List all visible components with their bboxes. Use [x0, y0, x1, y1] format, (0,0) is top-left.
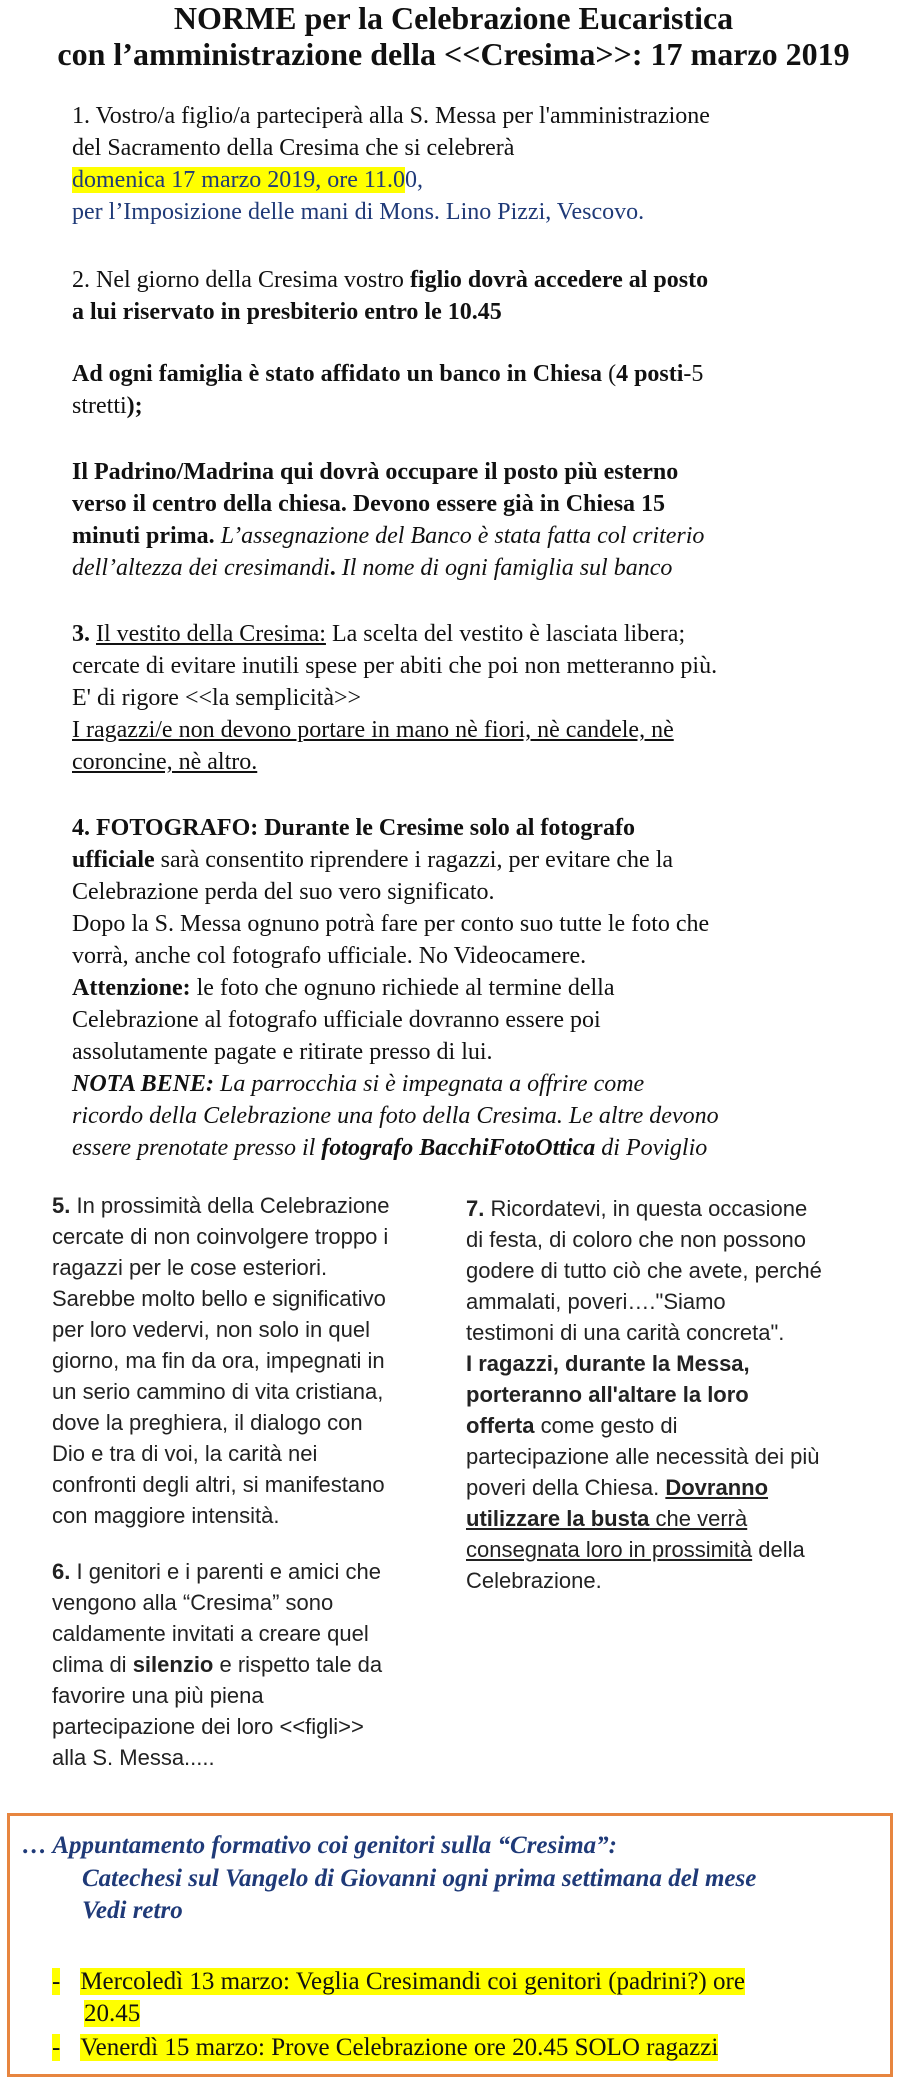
paragraph-2 [72, 264, 872, 328]
p7-line12: consegnata loro in prossimità della [466, 1537, 805, 1562]
p6-line5: favorire una più piena [52, 1683, 264, 1708]
p4-line9: NOTA BENE: La parrocchia si è impegnata a offrire come [72, 1071, 645, 1097]
banco-line2: stretti); [72, 393, 143, 419]
appointment-item: - Mercoledì 13 marzo: Veglia Cresimandi coi genitori (padrini?) ore 20.45 [52, 1968, 745, 2027]
p5-line7: un serio cammino di vita cristiana, [52, 1379, 384, 1404]
p6-line4: clima di silenzio e rispetto tale da [52, 1652, 383, 1677]
p6-line2: vengono alla “Cresima” sono [52, 1590, 334, 1615]
padrino-line1: Il Padrino/Madrina qui dovrà occupare il posto più esterno [72, 459, 679, 485]
p7-line4: ammalati, poveri…."Siamo [466, 1289, 726, 1314]
appointment-box [7, 1813, 893, 2077]
spacer [52, 1531, 452, 1556]
p3-line1: 3. Il vestito della Cresima: La scelta del vestito è lasciata libera; [72, 621, 686, 647]
p1-line1: 1. Vostro/a figlio/a parteciperà alla S. Messa per l'amministrazione [72, 103, 710, 129]
p6-line3: caldamente invitati a creare quel [52, 1621, 369, 1646]
p3-line5: coroncine, nè altro. [72, 749, 258, 775]
p5-line3: ragazzi per le cose esteriori. [52, 1255, 328, 1280]
p7-line1: 7. Ricordatevi, in questa occasione [466, 1196, 808, 1221]
p5-line2: cercate di non coinvolgere troppo i [52, 1224, 389, 1249]
p5-line8: dove la preghiera, il dialogo con [52, 1410, 363, 1435]
p7-line10: poveri della Chiesa. Dovranno [466, 1475, 769, 1500]
paragraph-1 [72, 100, 872, 228]
p3-line4: I ragazzi/e non devono portare in mano nè fiori, nè candele, nè [72, 717, 674, 743]
p4-line10: ricordo della Celebrazione una foto della Cresima. Le altre devono [72, 1103, 719, 1129]
p7-line11: utilizzare la busta che verrà [466, 1506, 748, 1531]
paragraph-4 [72, 812, 872, 1164]
page-subtitle: con l’amministrazione della <<Cresima>>: 17 marzo 2019 [57, 36, 850, 72]
right-column [466, 1193, 886, 1596]
p7-line7: porteranno all'altare la loro [466, 1382, 749, 1407]
p1-line4: per l’Imposizione delle mani di Mons. Lino Pizzi, Vescovo. [72, 199, 645, 225]
paragraph-banco [72, 358, 872, 422]
p4-line1: 4. FOTOGRAFO: Durante le Cresime solo al fotografo [72, 815, 636, 841]
paragraph-3 [72, 618, 872, 778]
appointment-item: - Venerdì 15 marzo: Prove Celebrazione ore 20.45 SOLO ragazzi [52, 2034, 719, 2061]
p7-line2: di festa, di coloro che non possono [466, 1227, 807, 1252]
p6-line6: partecipazione dei loro <<figli>> [52, 1714, 364, 1739]
p5-line5: per loro vedervi, non solo in quel [52, 1317, 370, 1342]
p1-line3: domenica 17 marzo 2019, ore 11.00, [72, 167, 424, 193]
p5-line11: con maggiore intensità. [52, 1503, 280, 1528]
box-heading: … Appuntamento formativo coi genitori sulla “Cresima”: [22, 1832, 617, 1859]
paragraph-padrino [72, 456, 872, 584]
p6-line7: alla S. Messa..... [52, 1745, 215, 1770]
box-sub1: Catechesi sul Vangelo di Giovanni ogni prima settimana del mese [82, 1865, 757, 1892]
p4-line7: Celebrazione al fotografo ufficiale dovranno essere poi [72, 1007, 601, 1033]
padrino-line3: minuti prima. L’assegnazione del Banco è stata fatta col criterio [72, 523, 705, 549]
p4-line2: ufficiale sarà consentito riprendere i ragazzi, per evitare che la [72, 847, 674, 873]
p5-line4: Sarebbe molto bello e significativo [52, 1286, 386, 1311]
p4-line11: essere prenotate presso il fotografo BacchiFotoOttica di Poviglio [72, 1135, 708, 1161]
p7-line5: testimoni di una carità concreta". [466, 1320, 785, 1345]
p7-line6: I ragazzi, durante la Messa, [466, 1351, 750, 1376]
p4-line6: Attenzione: le foto che ognuno richiede al termine della [72, 975, 615, 1001]
p7-line9: partecipazione alle necessità dei più [466, 1444, 820, 1469]
left-column [52, 1190, 452, 1773]
p4-line8: assolutamente pagate e ritirate presso di lui. [72, 1039, 493, 1065]
p4-line3: Celebrazione perda del suo vero significato. [72, 879, 495, 905]
banco-line1: Ad ogni famiglia è stato affidato un banco in Chiesa (4 posti-5 [72, 361, 704, 387]
page-title: NORME per la Celebrazione Eucaristica [173, 0, 734, 36]
p7-line13: Celebrazione. [466, 1568, 602, 1593]
padrino-line4: dell’altezza dei cresimandi. Il nome di ogni famiglia sul banco [72, 555, 673, 581]
p4-line5: vorrà, anche col fotografo ufficiale. No Videocamere. [72, 943, 587, 969]
p4-line4: Dopo la S. Messa ognuno potrà fare per conto suo tutte le foto che [72, 911, 710, 937]
p5-line10: confronti degli altri, si manifestano [52, 1472, 385, 1497]
p7-line3: godere di tutto ciò che avete, perché [466, 1258, 822, 1283]
p6-line1: 6. I genitori e i parenti e amici che [52, 1559, 381, 1584]
p3-line3: E' di rigore <<la semplicità>> [72, 685, 362, 711]
p5-line9: Dio e tra di voi, la carità nei [52, 1441, 318, 1466]
padrino-line2: verso il centro della chiesa. Devono essere già in Chiesa 15 [72, 491, 666, 517]
p3-line2: cercate di evitare inutili spese per abiti che poi non metteranno più. [72, 653, 718, 679]
p2-line2: a lui riservato in presbiterio entro le 10.45 [72, 299, 502, 325]
p2-line1: 2. Nel giorno della Cresima vostro figlio dovrà accedere al posto [72, 267, 709, 293]
box-sub2: Vedi retro [82, 1897, 183, 1924]
p1-line2: del Sacramento della Cresima che si celebrerà [72, 135, 515, 161]
p7-line8: offerta come gesto di [466, 1413, 678, 1438]
p5-line6: giorno, ma fin da ora, impegnati in [52, 1348, 385, 1373]
date-highlight: domenica 17 marzo 2019, ore 11.0 [72, 167, 406, 193]
p5-line1: 5. In prossimità della Celebrazione [52, 1193, 390, 1218]
